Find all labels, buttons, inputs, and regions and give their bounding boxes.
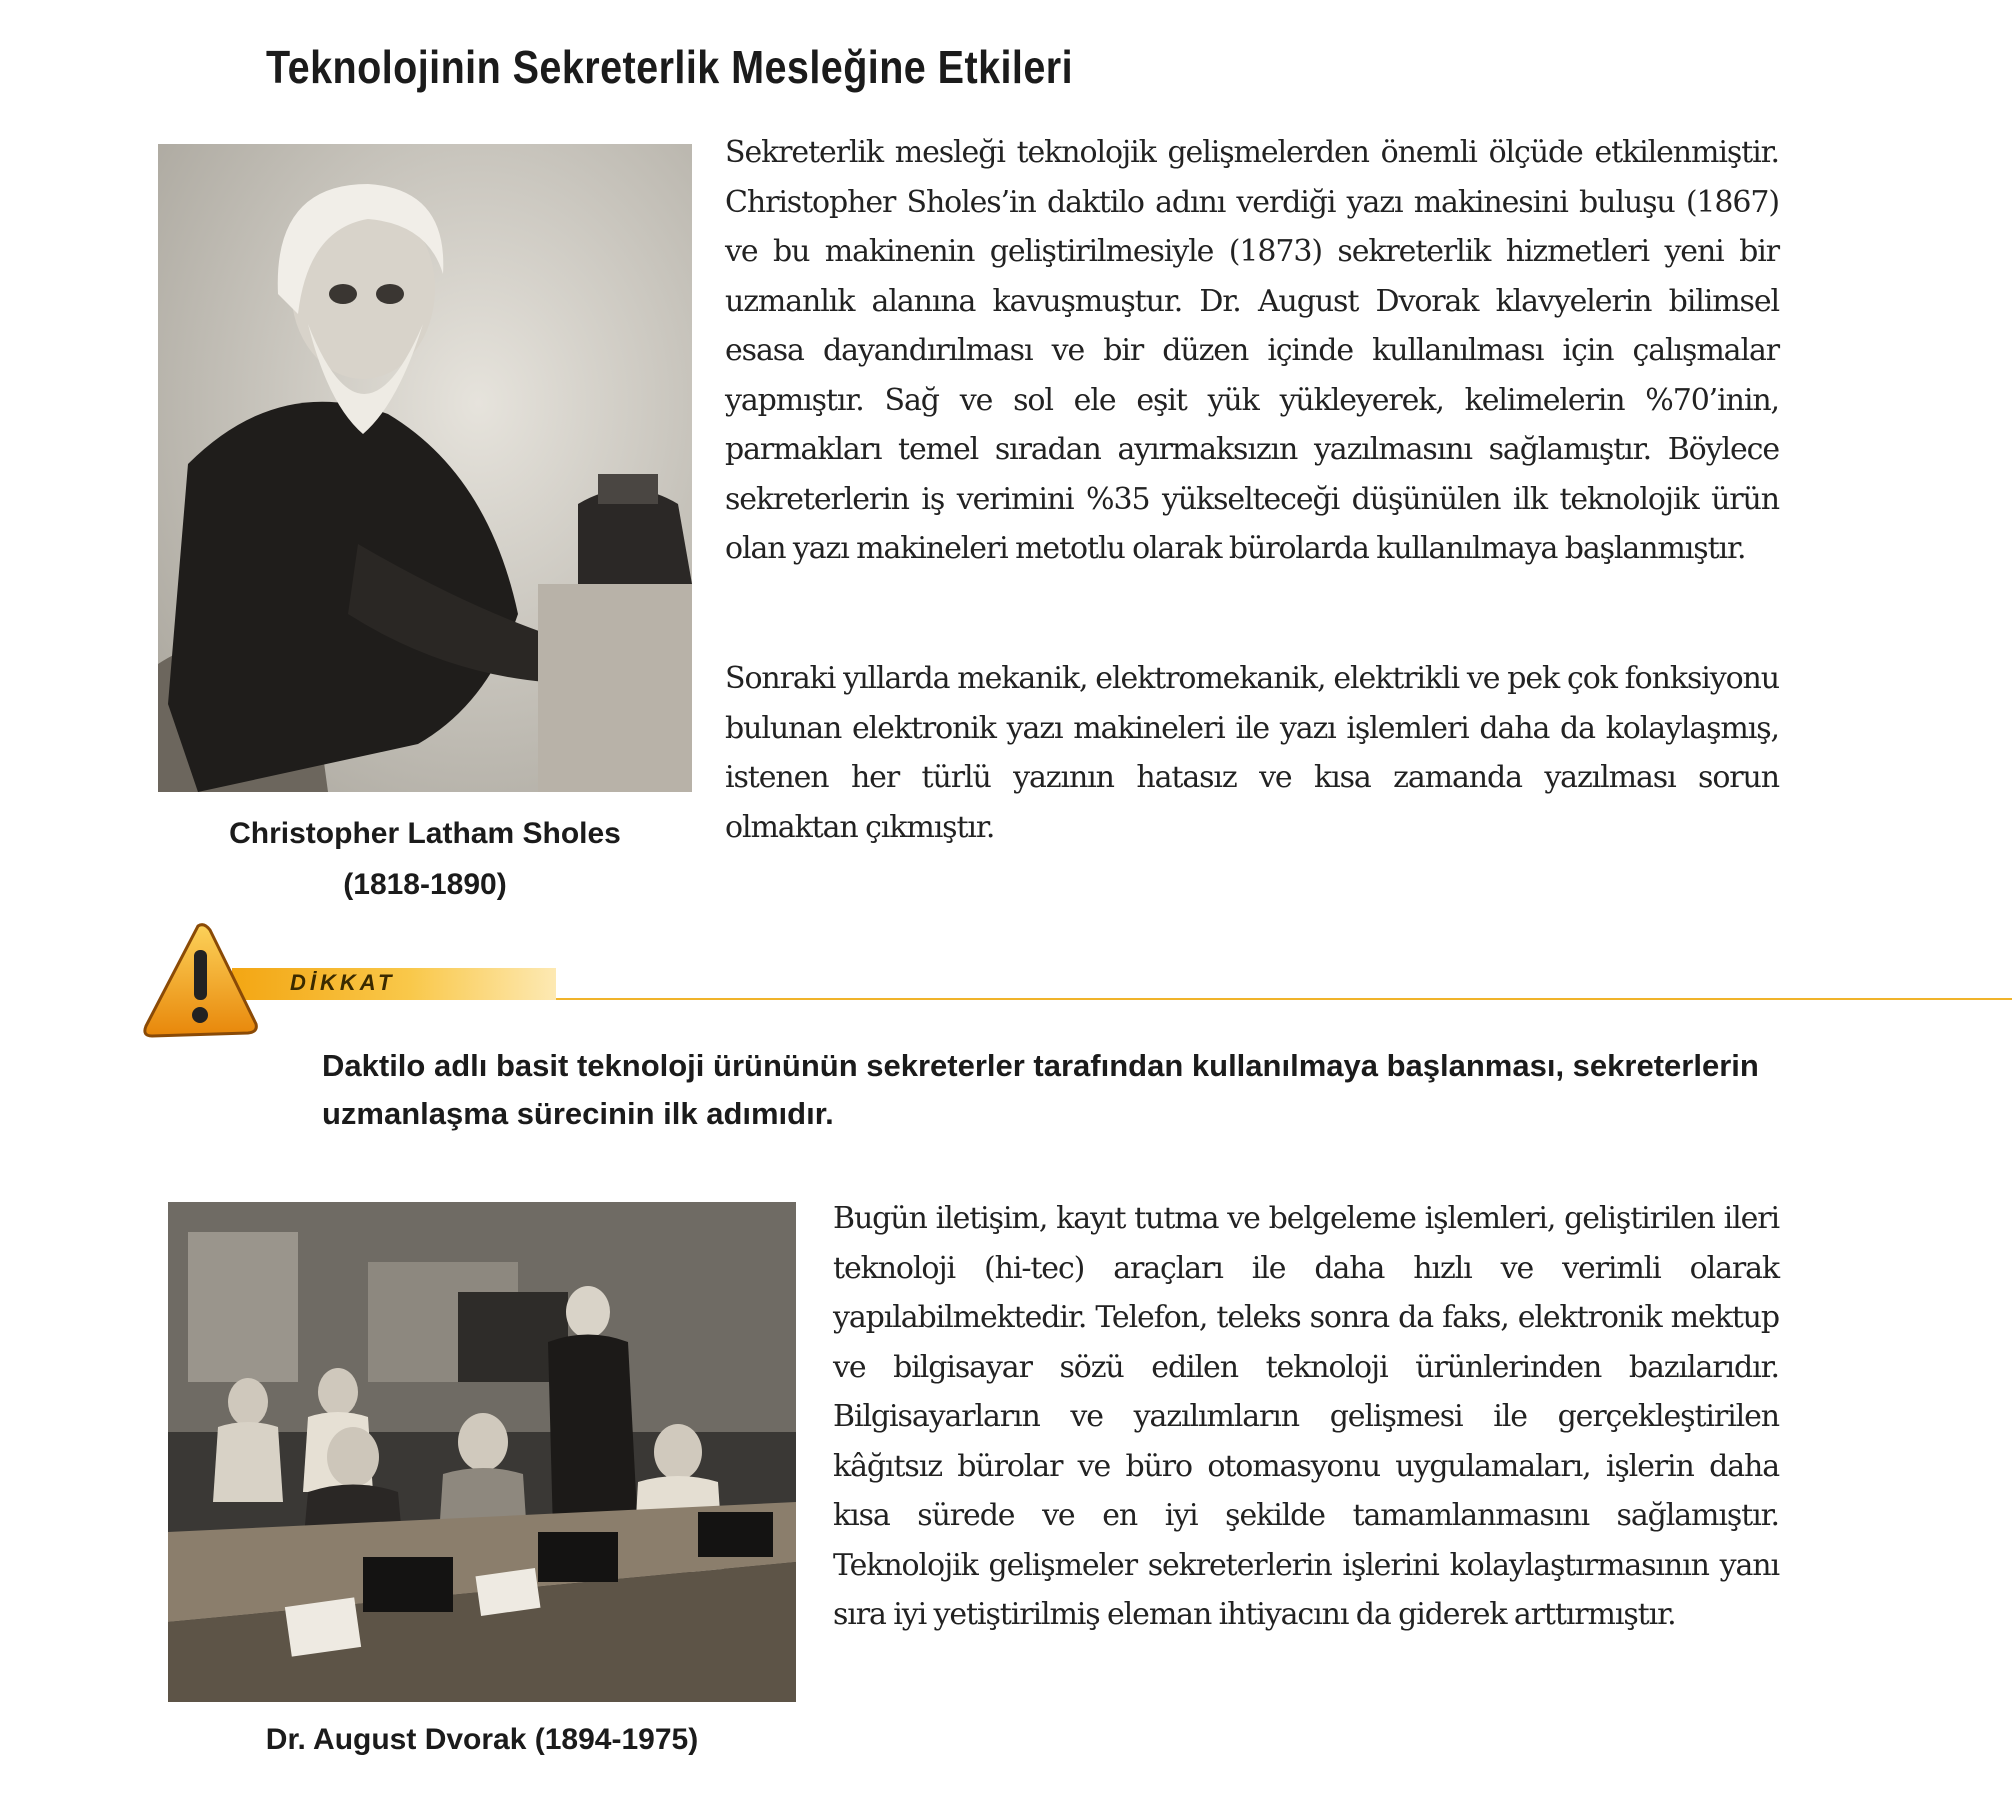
section2-paragraph: Bugün iletişim, kayıt tutma ve belgeleme işlemleri, geliştirilen ileri teknoloji (hi-tec) araçları ile daha hızlı ve verimli olarak yapılabilmektedir. Telefon, teleks sonra da faks, elektronik mektup ve bilgisayar sözü edilen teknoloji ürünlerinden bazılarıdır. Bilgisayarların ve yazılımların gelişmesi ile gerçekleştirilen kâğıtsız bürolar ve büro otomasyonu uygulamaları, işlerin daha kısa sürede ve en iyi şekilde tamamlanmasını sağlamıştır. Teknolojik gelişmeler sekreterlerin işlerini kolaylaştırmasının yanı sıra iyi yetiştirilmiş eleman ihtiyacını da giderek arttırmıştır. — [833, 1201, 1779, 1632]
dvorak-caption: Dr. August Dvorak (1894-1975) — [265, 1723, 699, 1756]
warning-label: DİKKAT — [290, 970, 396, 995]
section1-paragraph-2: Sonraki yıllarda mekanik, elektromekanik, elektrikli ve pek çok fonksiyonu bulunan elektronik yazı makineleri ile yazı işlemleri daha da kolaylaşmış, istenen her türlü yazının hatasız ve kısa zamanda yazılması sorun olmaktan çıkmıştır. — [725, 661, 1779, 845]
sholes-caption — [158, 808, 692, 910]
warning-text: Daktilo adlı basit teknoloji ürününün sekreterler tarafından kullanılmaya başlanması, sekreterlerin uzmanlaşma sürecinin ilk adımıdır. — [322, 1048, 1759, 1131]
warning-divider — [556, 998, 2012, 1000]
sholes-photo — [158, 144, 692, 792]
sholes-caption-years: (1818-1890) — [343, 868, 507, 901]
section1-paragraph-1: Sekreterlik mesleği teknolojik gelişmelerden önemli ölçüde etkilenmiştir. Christopher Sholes’in daktilo adını verdiği yazı makinesini buluşu (1867) ve bu makinenin geliştirilmesiyle (1873) sekreterlik hizmetleri yeni bir uzmanlık alanına kavuşmuştur. Dr. August Dvorak klavyelerin bilimsel esasa dayandırılması ve bir düzen içinde kullanılması için çalışmalar yapmıştır. Sağ ve sol ele eşit yük yükleyerek, kelimelerin %70’inin, parmakları temel sıradan ayırmaksızın yazılmasını sağlamıştır. Böylece sekreterlerin iş verimini %35 yükselteceği düşünülen ilk teknolojik ürün olan yazı makineleri metotlu olarak bürolarda kullanılmaya başlanmıştır. — [725, 135, 1779, 566]
sholes-caption-name: Christopher Latham Sholes — [229, 817, 621, 850]
typing-class-photo — [168, 1202, 796, 1702]
warning-triangle-icon — [140, 920, 262, 1040]
page-title: Teknolojinin Sekreterlik Mesleğine Etkileri — [266, 41, 1074, 93]
